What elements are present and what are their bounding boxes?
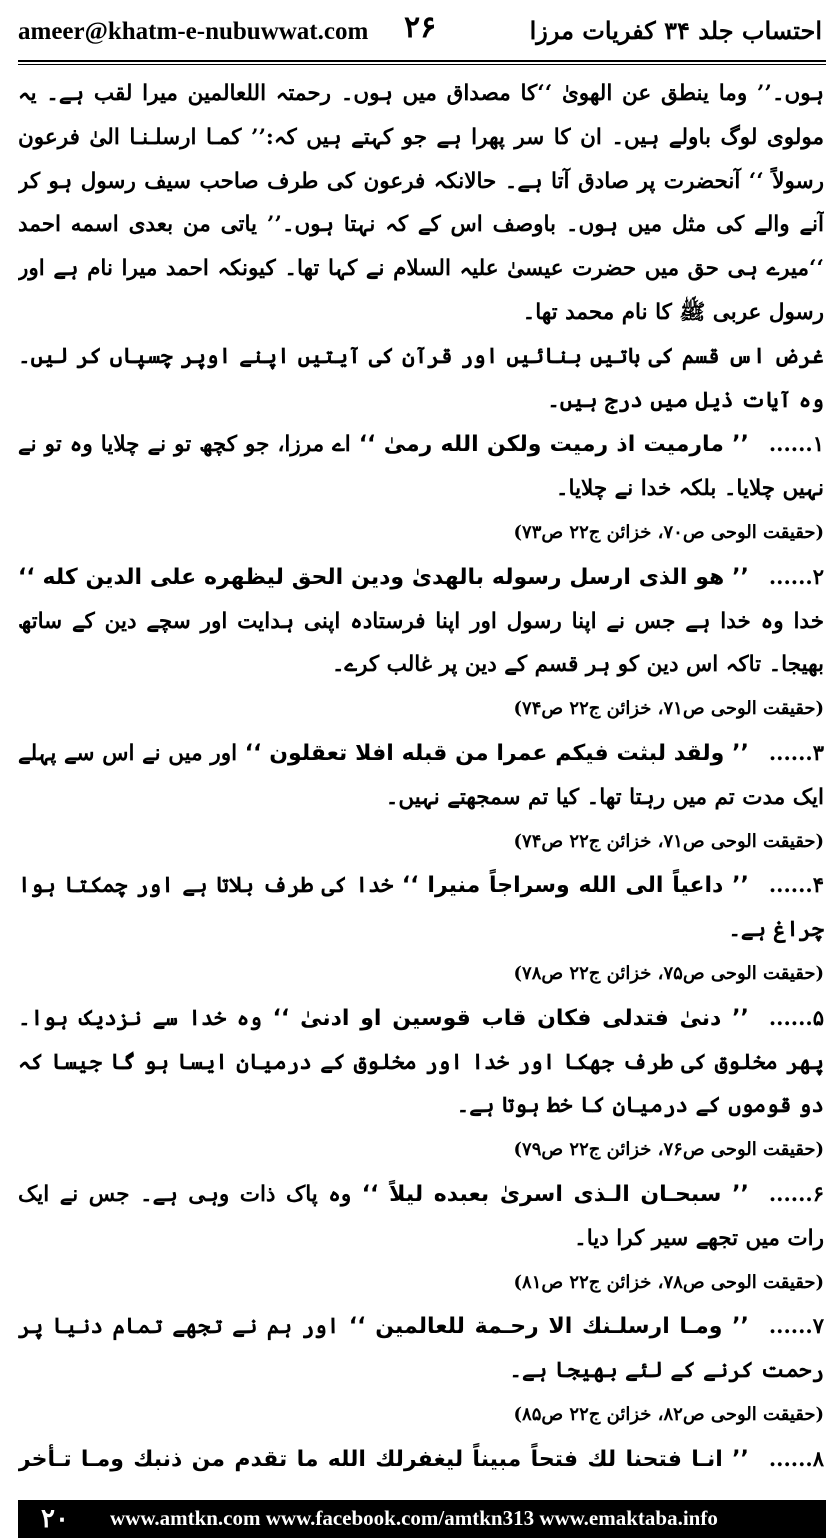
verse-arabic: ’’ مارميت اذ رميت ولكن الله رمىٰ ‘‘	[358, 432, 749, 458]
verse-translation: وہ خدا سے نزدیک ہوا۔ پھر مخلوق کی طرف جھکا اور خدا اور مخلوق کے درمیان ایسا ہو گا جیسا کہ دو قوموں کے درمیان کا خط ہوتا ہے۔	[18, 1005, 824, 1119]
verse-reference: (حقیقت الوحی ص۷۶، خزائن ج۲۲ ص۷۹)	[513, 1139, 824, 1161]
verse-item-7	[18, 1304, 824, 1436]
verse-number: ۱......	[768, 431, 824, 457]
page-number: ۲۶	[404, 10, 437, 45]
verse-arabic: ’’ داعياً الى الله وسراجاً منيرا ‘‘	[401, 873, 749, 899]
verse-number: ۴......	[768, 872, 824, 898]
header-rule-bottom	[18, 64, 826, 65]
verse-reference: (حقیقت الوحی ص۷۵، خزائن ج۲۲ ص۷۸)	[513, 962, 824, 984]
verse-translation: خدا وہ خدا ہے جس نے اپنا رسول اور اپنا فرستادہ اپنی ہدایت اور سچے دین کے ساتھ بھیجا۔ تاکہ اس دین کو ہر قسم کے دین پر غالب کرے۔	[18, 608, 824, 678]
verse-item-6	[18, 1172, 824, 1304]
verse-translation: اے مرزا، جو کچھ تو نے چلایا وہ تو نے نہیں چلایا۔ بلکہ خدا نے چلایا۔	[18, 432, 824, 502]
verse-translation: اور ہم نے تجھے تمام دنیا پر رحمت کرنے کے لئے بھیجا ہے۔	[18, 1314, 824, 1384]
verse-arabic: ’’ ولقد لبثت فيكم عمرا من قبله افلا تعقلون ‘‘	[244, 740, 749, 766]
verse-translation: خدا کی طرف بلاتا ہے اور چمکتا ہوا چراغ ہے۔	[18, 873, 824, 943]
verse-reference: (حقیقت الوحی ص۸۲، خزائن ج۲۲ ص۸۵)	[513, 1403, 824, 1425]
intro-paragraph: ہوں۔’’ وما ينطق عن الهوىٰ ‘‘کا مصداق میں ہوں۔ رحمتہ اللعالمین میرا لقب ہے۔ یہ مولوی لوگ باولے ہیں۔ ان کا سر پھرا ہے جو کہتے ہیں کہ:’’ كمـا ارسلـنـا الىٰ فرعون رسولاً ‘‘ آنحضرت پر صادق آتا ہے۔ حالانکہ فرعون کی طرف صاحب سیف رسول ہو کر آنے والے کی مثل میں ہوں۔ باوصف اس کے کہ نہتا ہوں۔’’ ياتى من بعدى اسمه احمد ‘‘میرے ہی حق میں حضرت عیسیٰ علیہ السلام نے کہا تھا۔ کیونکہ احمد میرا نام ہے اور رسول عربی ﷺ کا نام محمد تھا۔	[18, 81, 824, 325]
verse-arabic: ’’ هو الذى ارسل رسوله بالهدىٰ ودين الحق ليظهره على الدين كله ‘‘	[18, 564, 749, 590]
transition-paragraph: غرض اس قسم کی باتیں بنائیں اور قرآن کی آیتیں اپنے اوپر چسپاں کر لیں۔ وہ آیات ذیل میں درج ہیں۔	[18, 343, 824, 413]
verse-item-4	[18, 863, 824, 995]
verse-arabic: ’’ سبحـان الـذى اسرىٰ بعبده ليلاً ‘‘	[361, 1181, 749, 1207]
verse-arabic: ’’ ومـا ارسلـنك الا رحـمة للعالمين ‘‘	[348, 1314, 749, 1340]
verse-translation: وہ پاک ذات وہی ہے۔ جس نے ایک رات میں تجھے سیر کرا دیا۔	[18, 1181, 824, 1251]
verse-arabic: ’’ دنىٰ فتدلى فكان قاب قوسين او ادنىٰ ‘‘	[272, 1005, 749, 1031]
verse-number: ۸......	[768, 1445, 824, 1471]
verse-item-2	[18, 555, 824, 731]
verse-number: ۶......	[768, 1180, 824, 1206]
verse-translation: اور میں نے اس سے پہلے ایک مدت تم میں رہتا تھا۔ کیا تم سمجھتے نہیں۔	[18, 740, 824, 810]
verse-reference: (حقیقت الوحی ص۷۱، خزائن ج۲۲ ص۷۴)	[513, 830, 824, 852]
verse-reference: (حقیقت الوحی ص۷۰، خزائن ج۲۲ ص۷۳)	[513, 521, 824, 543]
footer-links: www.amtkn.com www.facebook.com/amtkn313 www.emaktaba.info	[110, 1506, 718, 1530]
verse-number: ۵......	[768, 1004, 824, 1030]
verse-reference: (حقیقت الوحی ص۷۱، خزائن ج۲۲ ص۷۴)	[513, 698, 824, 720]
verse-number: ۳......	[768, 739, 824, 765]
verse-item-5	[18, 996, 824, 1172]
footer-number-box: ۲۰	[18, 1500, 92, 1538]
verse-item-3	[18, 731, 824, 863]
header-email: ameer@khatm-e-nubuwwat.com	[18, 18, 369, 45]
verse-number: ۲......	[768, 563, 824, 589]
page-footer	[18, 1500, 826, 1538]
page-body	[18, 72, 824, 1472]
header-rule-top	[18, 60, 826, 62]
verse-reference: (حقیقت الوحی ص۷۸، خزائن ج۲۲ ص۸۱)	[513, 1271, 824, 1293]
verse-arabic: ’’ انـا فتحنا لك فتحاً مبيناً ليغفرلك الله ما تقدم من ذنبك ومـا تـأخر	[18, 1446, 749, 1472]
verse-item-8	[18, 1437, 824, 1472]
running-title: احتساب جلد ۳۴ کفریات مرزا	[529, 16, 822, 45]
page-header	[14, 0, 826, 62]
verse-item-1	[18, 422, 824, 554]
verse-number: ۷......	[768, 1313, 824, 1339]
